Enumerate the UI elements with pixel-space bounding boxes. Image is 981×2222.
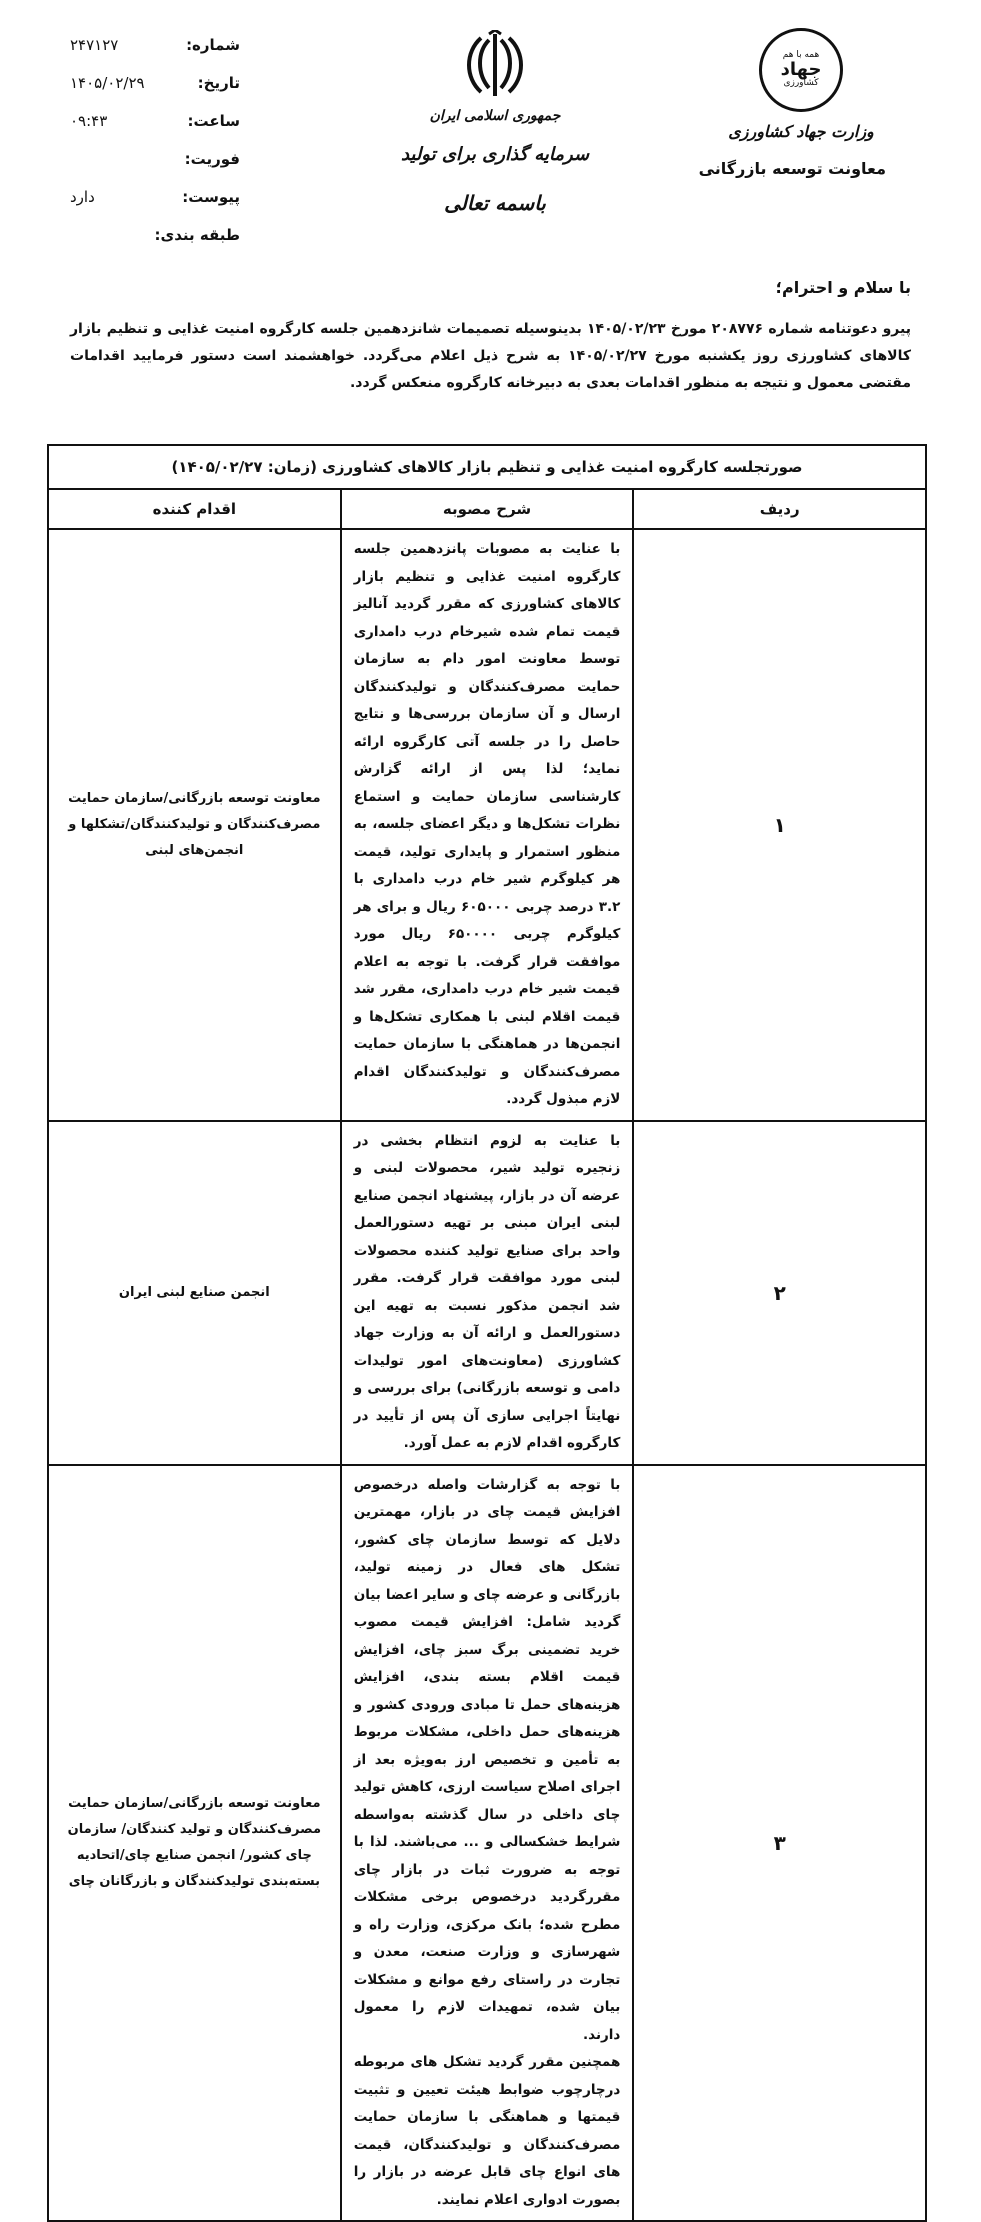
meta-label: طبقه بندی: [154, 226, 240, 244]
meta-row-attachment [70, 188, 240, 226]
header-desc: شرح مصوبه [341, 489, 634, 529]
meta-row-time [70, 112, 240, 150]
greeting: با سلام و احترام؛ [775, 278, 911, 297]
deputy-name: معاونت توسعه بازرگانی [698, 159, 886, 178]
meta-label: تاریخ: [197, 74, 240, 92]
row-desc-paragraph: با عنایت به مصوبات پانزدهمین جلسه کارگروه امنیت غذایی و تنظیم بازار کالاهای کشاورزی که مقرر گردید آنالیز قیمت تمام شده شیرخام درب دامداری توسط معاونت امور دام به سازمان حمایت مصرف‌کنندگان و تولیدکنندگان ارسال و آن سازمان بررسی‌ها و نتایج حاصل را در جلسه آتی کارگروه ارائه نماید؛ لذا پس از ارائه گزارش کارشناسی سازمان حمایت و استماع نظرات تشکل‌ها و دیگر اعضای جلسه، به منظور استمرار و پایداری تولید، قیمت هر کیلوگرم شیر خام درب دامداری با ۳.۲ درصد چربی ۶۰۵۰۰۰ ریال و برای هر کیلوگرم چربی ۶۵۰۰۰۰ ریال مورد موافقت قرار گرفت. با توجه به اعلام قیمت شیر خام درب دامداری، مقرر شد قیمت اقلام لبنی با همکاری تشکل‌ها و انجمن‌ها در هماهنگی با سازمان حمایت مصرف‌کنندگان و تولیدکنندگان اقدام لازم مبذول گردد. [353, 541, 621, 1107]
ministry-logo-icon [759, 28, 843, 112]
year-slogan: سرمایه گذاری برای تولید [400, 144, 590, 165]
row-desc [341, 1465, 634, 2222]
row-action: معاونت توسعه بازرگانی/سازمان حمایت مصرف‌کنندگان و تولید کنندگان/ سازمان چای کشور/ انجمن صنایع چای/اتحادیه بسته‌بندی تولیدکنندگان و بازرگانان چای [48, 1465, 341, 2222]
row-num: ۳ [633, 1465, 926, 2222]
intro-paragraph: پیرو دعوتنامه شماره ۲۰۸۷۷۶ مورخ ۱۴۰۵/۰۲/۲۳ بدینوسیله تصمیمات شانزدهمین جلسه کارگروه امنیت غذایی و تنظیم بازار کالاهای کشاورزی روز یکشنبه مورخ ۱۴۰۵/۰۲/۲۷ به شرح ذیل اعلام می‌گردد. خواهشمند است دستور فرمایید اقدامات مقتضی معمول و نتیجه به منظور اقدامات بعدی به دبیرخانه کارگروه منعکس گردد. [70, 321, 912, 391]
row-num: ۲ [633, 1121, 926, 1465]
meta-label: فوریت: [184, 150, 240, 168]
meta-label: پیوست: [182, 188, 240, 206]
row-desc-paragraph: همچنین مقرر گردید تشکل های مربوطه درچارچوب ضوابط هیئت تعیین و تثبیت قیمتها و هماهنگی با سازمان حمایت مصرف‌کنندگان و تولیدکنندگان، قیمت های انواع چای قابل عرضه در بازار را بصورت ادواری اعلام نمایند. [353, 2054, 621, 2208]
meta-row-number [70, 36, 240, 74]
meta-value: ۲۴۷۱۲۷ [70, 36, 119, 54]
header-action: اقدام کننده [48, 489, 341, 529]
emblem-small-text: همه با هم [782, 50, 820, 61]
table-row [48, 529, 926, 1121]
ministry-block [698, 28, 886, 178]
meta-value: ۰۹:۴۳ [70, 112, 108, 130]
ministry-name: وزارت جهاد کشاورزی [728, 122, 874, 141]
emblem-big-text: جهاد [780, 58, 822, 80]
meta-row-date [70, 74, 240, 112]
meta-label: ساعت: [187, 112, 240, 130]
letter-meta [70, 36, 240, 264]
row-desc-paragraph: با عنایت به لزوم انتظام بخشی در زنجیره تولید شیر، محصولات لبنی و عرضه آن در بازار، پیشنهاد انجمن صنایع لبنی ایران مبنی بر تهیه دستورالعمل واحد برای صنایع تولید کننده محصولات لبنی مورد موافقت قرار گرفت. مقرر شد انجمن مذکور نسبت به تهیه این دستورالعمل و ارائه آن به وزارت جهاد کشاورزی (معاونت‌های امور تولیدات دامی و توسعه بازرگانی) برای بررسی و نهایتاً اجرایی سازی آن پس از تأیید در کارگروه اقدام لازم به عمل آورد. [353, 1132, 621, 1451]
meta-value: دارد [70, 188, 95, 206]
meta-value: ۱۴۰۵/۰۲/۲۹ [70, 74, 145, 92]
row-action: انجمن صنایع لبنی ایران [48, 1121, 341, 1465]
table-row [48, 1465, 926, 2222]
row-desc [341, 1121, 634, 1465]
iran-emblem-icon [463, 30, 527, 100]
minutes-table [47, 444, 927, 2222]
table-title: صورتجلسه کارگروه امنیت غذایی و تنظیم بازار کالاهای کشاورزی (زمان: ۱۴۰۵/۰۲/۲۷) [48, 445, 926, 489]
republic-title: جمهوری اسلامی ایران [429, 108, 561, 124]
row-num: ۱ [633, 529, 926, 1121]
emblem-sub-text: کشاورزی [783, 78, 819, 89]
meta-row-classification [70, 226, 240, 264]
table-header-row [48, 489, 926, 529]
meta-row-urgency [70, 150, 240, 188]
center-header [395, 30, 595, 215]
row-action: معاونت توسعه بازرگانی/سازمان حمایت مصرف‌کنندگان و تولیدکنندگان/تشکلها و انجمن‌های لبنی [48, 529, 341, 1121]
invocation-text: باسمه تعالی [444, 191, 546, 215]
row-desc [341, 529, 634, 1121]
table-row [48, 1121, 926, 1465]
header-num: ردیف [633, 489, 926, 529]
meta-label: شماره: [186, 36, 240, 54]
row-desc-paragraph: با توجه به گزارشات واصله درخصوص افزایش قیمت چای در بازار، مهمترین دلایل که توسط سازمان چای کشور، تشکل های فعال در زمینه تولید، بازرگانی و عرضه چای و سایر اعضا بیان گردید شامل: افزایش قیمت مصوب خرید تضمینی برگ سبز چای، افزایش قیمت اقلام بسته بندی، افزایش هزینه‌های حمل تا مبادی ورودی کشور و هزینه‌های حمل داخلی، مشکلات مربوط به تأمین و تخصیص ارز به‌ویژه بعد از اجرای اصلاح سیاست ارزی، کاهش تولید چای داخلی در سال گذشته به‌واسطه شرایط خشکسالی و ... می‌باشند. لذا با توجه به ضرورت ثبات در بازار چای مقررگردید درخصوص برخی مشکلات مطرح شده؛ بانک مرکزی، وزارت راه و شهرسازی و وزارت صنعت، معدن و تجارت در راستای رفع موانع و مشکلات بیان شده، تمهیدات لازم را معمول دارند. [353, 1476, 621, 2043]
